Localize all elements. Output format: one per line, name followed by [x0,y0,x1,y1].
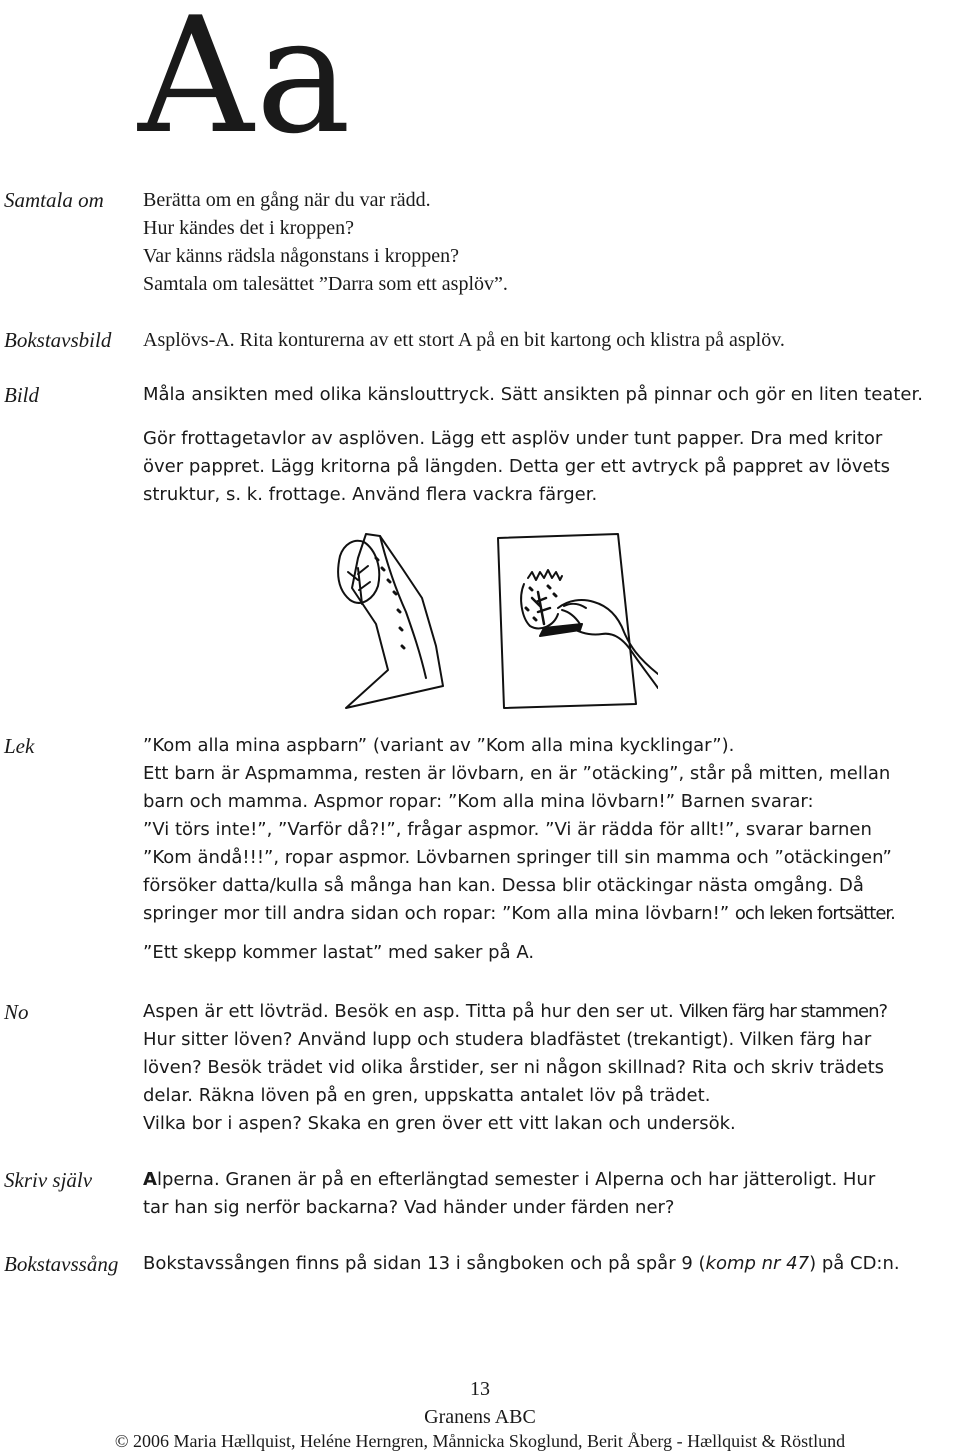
text-line: Vilka bor i aspen? Skaka en gren över ett vitt lakan och undersök. [143,1113,736,1134]
label-no: No [4,1000,29,1024]
text-line: Berätta om en gång när du var rädd. [143,189,431,211]
text-line: ”Ett skepp kommer lastat” med saker på A. [143,942,535,963]
book-title: Granens ABC [424,1406,536,1428]
text-line: försöker datta/kulla så många han kan. Dessa blir otäckingar nästa omgång. Då [143,875,864,896]
text-line: ”Vi törs inte!”, ”Varför då?!”, frågar aspmor. ”Vi är rädda för allt!”, svarar barnen [143,819,872,840]
no-text [143,998,958,1138]
text-span: lperna. Granen är på en efterlängtad semester i Alperna och har jätteroligt. Hur [156,1169,876,1190]
frottage-illustration [318,528,658,718]
text-line: Gör frottagetavlor av asplöven. Lägg ett asplöv under tunt papper. Dra med kritor [143,428,883,449]
text-line [143,1250,958,1278]
text-line [143,998,958,1026]
text-span: Aspen är ett lövträd. Besök en asp. Titta på hur den ser ut. [143,1001,680,1022]
text-span: ) på CD:n. [809,1253,900,1274]
text-line: Samtala om talesättet ”Darra som ett asplöv”. [143,273,508,295]
label-bokstavssang: Bokstavssång [4,1252,119,1276]
label-skriv-sjalv: Skriv själv [4,1168,93,1192]
text-line [143,900,958,928]
copyright: © 2006 Maria Hællquist, Heléne Herngren, Månnicka Skoglund, Berit Åberg - Hællquist & Röstlund [114,1431,846,1451]
page-number: 13 [470,1378,490,1400]
text-span: Bokstavssången finns på sidan 13 i sångboken och på spår 9 ( [143,1253,706,1274]
text-line: tar han sig nerför backarna? Vad händer under färden ner? [143,1197,675,1218]
text-line: delar. Räkna löven på en gren, uppskatta antalet löv på trädet. [143,1085,711,1106]
rubbing-drawing [498,534,658,708]
bild-text [143,381,958,509]
text-line: Måla ansikten med olika känslouttryck. Sätt ansikten på pinnar och gör en liten teater. [143,384,923,405]
text-line: löven? Besök trädet vid olika årstider, ser ni någon skillnad? Rita och skriv trädets [143,1057,885,1078]
text-span: och leken fortsätter. [734,903,895,924]
text-line: barn och mamma. Aspmor ropar: ”Kom alla mina lövbarn!” Barnen svarar: [143,791,814,812]
text-line: Hur kändes det i kroppen? [143,217,355,239]
page-title: Aa [138,0,353,169]
text-span: Vilken färg har stammen? [679,1001,888,1022]
lifted-paper-drawing [338,534,443,708]
text-line: ”Kom alla mina aspbarn” (variant av ”Kom alla mina kycklingar”). [143,735,735,756]
text-line: Var känns rädsla någonstans i kroppen? [143,245,460,267]
skriv-sjalv-text [143,1166,958,1222]
text-line: över pappret. Lägg kritorna på längden. Detta ger ett avtryck på pappret av lövets [143,456,891,477]
bokstavsbild-text: Asplövs-A. Rita konturerna av ett stort A på en bit kartong och klistra på asplöv. [143,329,785,351]
text-line: struktur, s. k. frottage. Använd flera vackra färger. [143,484,598,505]
text-span: springer mor till andra sidan och ropar: ”Kom alla mina lövbarn!” [143,903,735,924]
text-span: komp nr 47 [705,1253,810,1274]
text-line: Hur sitter löven? Använd lupp och studera bladfästet (trekantigt). Vilken färg har [143,1029,872,1050]
label-lek: Lek [4,734,35,758]
bokstavssang-text [143,1250,958,1278]
lek-text [143,732,958,967]
label-bild: Bild [4,383,39,407]
text-line [143,1166,958,1194]
label-samtala-om: Samtala om [4,188,104,212]
bold-letter: A [143,1169,157,1190]
samtala-om-text [143,186,958,298]
text-line: Ett barn är Aspmamma, resten är lövbarn, en är ”otäcking”, står på mitten, mellan [143,763,891,784]
text-line: ”Kom ändå!!!”, ropar aspmor. Lövbarnen springer till sin mamma och ”otäckingen” [143,847,892,868]
label-bokstavsbild: Bokstavsbild [4,328,112,352]
